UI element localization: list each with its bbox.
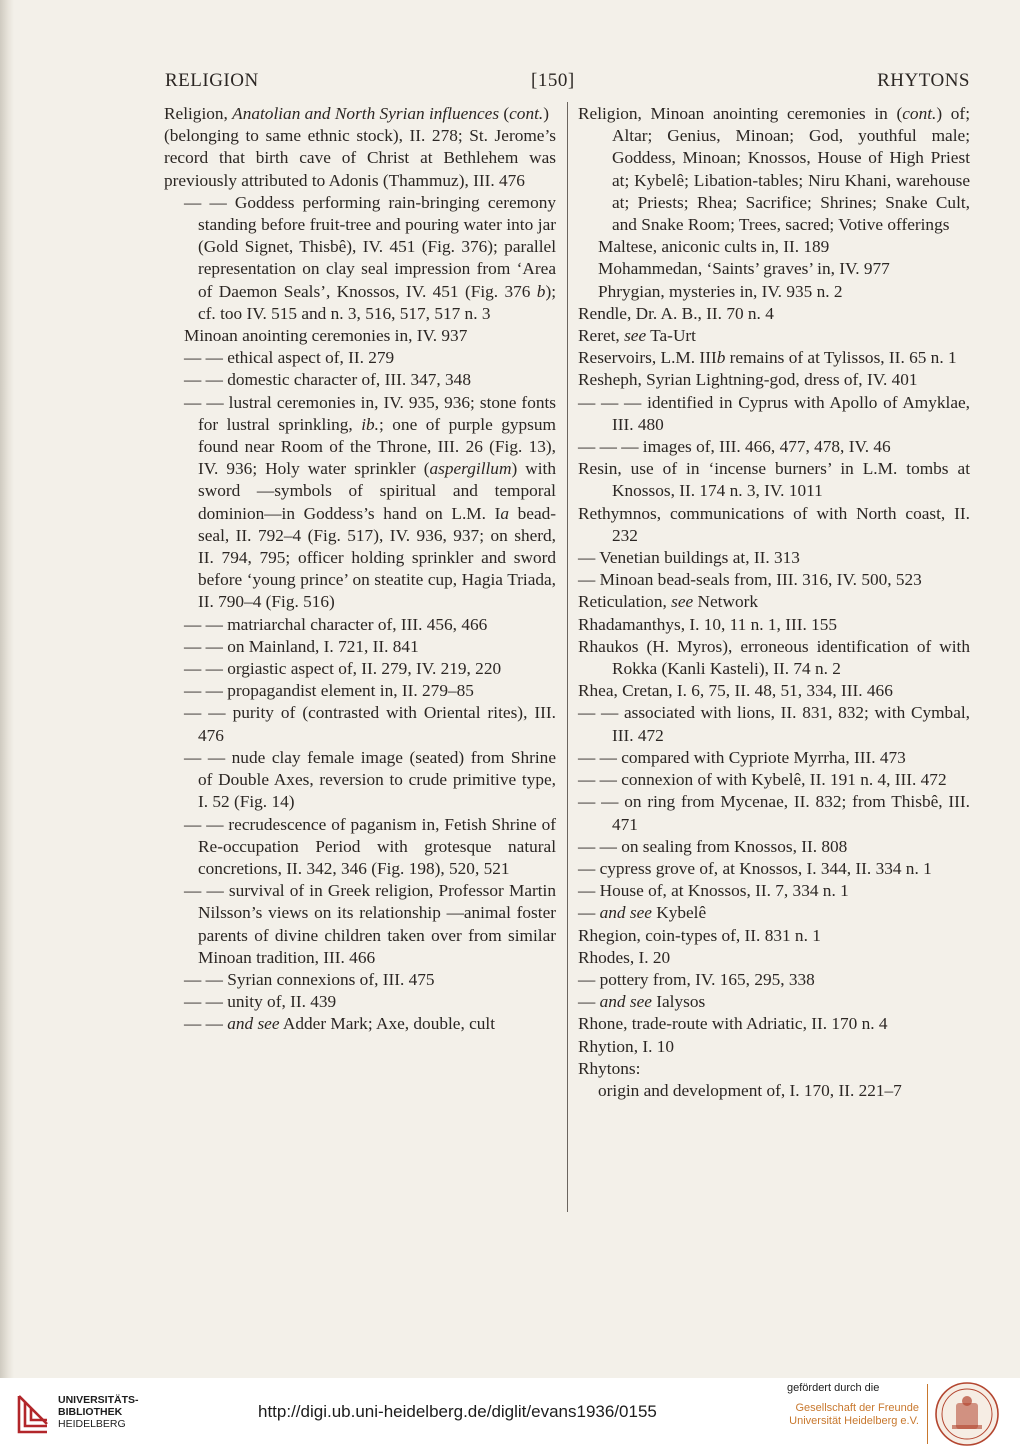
right-index-entry: — — — images of, III. 466, 477, 478, IV. 46 xyxy=(578,437,891,457)
page-spine-shadow xyxy=(0,0,14,1378)
permalink-url[interactable]: http://digi.ub.uni-heidelberg.de/diglit/evans1936/0155 xyxy=(258,1402,657,1421)
right-index-entry: Religion, Minoan anointing ceremonies in (cont.) of; Altar; Genius, Minoan; God, youthful male; Goddess, Minoan; Knossos, House of High Priest at; Kybelê; Libation-tables; Niru Khani, warehouse at; Priests; Rhea; Sacrifice; Shrines; Snake Cult, and Snake Room; Trees, sacred; Votive offerings xyxy=(578,104,970,235)
left-index-entry: — — and see Adder Mark; Axe, double, cult xyxy=(184,1014,496,1034)
library-name-line-1: UNIVERSITÄTS- xyxy=(58,1394,139,1406)
right-index-entry: Rhytons: xyxy=(578,1058,641,1078)
running-header xyxy=(0,70,1020,96)
left-index-entry: — — Goddess performing rain-bringing ceremony standing before fruit-tree and pouring water into jar (Gold Signet, Thisbê), IV. 451 (Fig. 376); parallel representation on clay seal impression from ‘Area of Daemon Seals’, Knossos, IV. 451 (Fig. 376 b); cf. too IV. 515 and n. 3, 516, 517, 517 n. 3 xyxy=(184,192,556,323)
library-name-line-2: BIBLIOTHEK xyxy=(58,1406,123,1418)
right-index-entry: — pottery from, IV. 165, 295, 338 xyxy=(578,969,815,989)
right-index-entry: — — compared with Cypriote Myrrha, III. 473 xyxy=(578,747,906,767)
left-index-entry: — — unity of, II. 439 xyxy=(184,992,337,1012)
right-index-entry: — — associated with lions, II. 831, 832; with Cymbal, III. 472 xyxy=(578,703,970,745)
right-index-entry: origin and development of, I. 170, II. 221–7 xyxy=(598,1080,902,1100)
right-index-entry: Rendle, Dr. A. B., II. 70 n. 4 xyxy=(578,303,774,323)
university-library-name xyxy=(58,1394,139,1430)
right-index-entry: — — on sealing from Knossos, II. 808 xyxy=(578,836,848,856)
right-index-entry: Reticulation, see Network xyxy=(578,592,758,612)
left-index-entry: — — Syrian connexions of, III. 475 xyxy=(184,969,435,989)
right-index-entry: — Minoan bead-seals from, III. 316, IV. 500, 523 xyxy=(578,570,922,590)
right-index-entry: Phrygian, mysteries in, IV. 935 n. 2 xyxy=(598,281,843,301)
right-index-entry: Reret, see Ta-Urt xyxy=(578,326,696,346)
header-right-term: RHYTONS xyxy=(877,70,970,91)
right-index-entry: Rhegion, coin-types of, II. 831 n. 1 xyxy=(578,925,821,945)
right-index-entry: Rhytion, I. 10 xyxy=(578,1036,675,1056)
right-index-entry: Rhea, Cretan, I. 6, 75, II. 48, 51, 334, III. 466 xyxy=(578,681,893,701)
sponsor-label: gefördert durch die xyxy=(787,1382,880,1394)
left-index-entry: Minoan anointing ceremonies in, IV. 937 xyxy=(184,326,468,346)
left-index-entry: — — survival of in Greek religion, Professor Martin Nilsson’s views on its relationship —animal foster parents of divine children taken over from similar Minoan tradition, III. 466 xyxy=(184,881,556,967)
right-index-entry: — and see Ialysos xyxy=(578,992,706,1012)
right-index-entry: Rhone, trade-route with Adriatic, II. 170 n. 4 xyxy=(578,1014,888,1034)
university-seal-icon xyxy=(934,1381,1000,1447)
left-index-entry: — — recrudescence of paganism in, Fetish Shrine of Re-occupation Period with grotesque natural concretions, II. 342, 346 (Fig. 198), 520, 521 xyxy=(184,814,556,878)
right-index-entry: — — on ring from Mycenae, II. 832; from Thisbê, III. 471 xyxy=(578,792,970,834)
right-index-entry: Rhadamanthys, I. 10, 11 n. 1, III. 155 xyxy=(578,614,838,634)
left-index-entry: — — ethical aspect of, II. 279 xyxy=(184,348,395,368)
right-index-entry: Mohammedan, ‘Saints’ graves’ in, IV. 977 xyxy=(598,259,890,279)
left-index-entry: Religion, Anatolian and North Syrian influences (cont.) xyxy=(164,104,549,123)
header-left-term: RELIGION xyxy=(165,70,259,91)
right-index-entry: Reservoirs, L.M. IIIb remains of at Tylissos, II. 65 n. 1 xyxy=(578,348,957,368)
right-index-entry: — and see Kybelê xyxy=(578,903,707,923)
right-index-entry: Rhaukos (H. Myros), erroneous identification of with Rokka (Kanli Kasteli), II. 74 n. 2 xyxy=(578,636,970,679)
left-index-entry: — — propagandist element in, II. 279–85 xyxy=(184,681,474,701)
right-index-entry: Rethymnos, communications of with North coast, II. 232 xyxy=(578,503,970,545)
right-index-entry: — — connexion of with Kybelê, II. 191 n. 4, III. 472 xyxy=(578,770,947,790)
index-column-left xyxy=(164,103,556,1036)
sponsor-name xyxy=(786,1402,919,1428)
left-index-entry: — — on Mainland, I. 721, II. 841 xyxy=(184,636,419,656)
left-index-entry: — — purity of (contrasted with Oriental rites), III. 476 xyxy=(184,703,556,745)
left-index-entry: — — domestic character of, III. 347, 348 xyxy=(184,370,471,390)
university-library-logo-icon xyxy=(16,1393,50,1435)
right-index-entry: Resin, use of in ‘incense burners’ in L.M. tombs at Knossos, II. 174 n. 3, IV. 1011 xyxy=(578,459,970,501)
sponsor-divider xyxy=(927,1384,928,1444)
left-index-entry: — — orgiastic aspect of, II. 279, IV. 219, 220 xyxy=(184,659,502,679)
left-index-entry: (belonging to same ethnic stock), II. 278; St. Jerome’s record that birth cave of Christ at Bethlehem was previously attributed to Adonis (Thammuz), III. 476 xyxy=(164,126,556,190)
library-name-line-3: HEIDELBERG xyxy=(58,1418,126,1430)
right-index-entry: — — — identified in Cyprus with Apollo of Amyklae, III. 480 xyxy=(578,392,970,434)
right-index-entry: Maltese, aniconic cults in, II. 189 xyxy=(598,237,830,257)
column-divider xyxy=(567,102,568,1212)
sponsor-name-line-2: Universität Heidelberg e.V. xyxy=(789,1415,919,1427)
left-index-entry: — — matriarchal character of, III. 456, 466 xyxy=(184,614,488,634)
right-index-entry: — House of, at Knossos, II. 7, 334 n. 1 xyxy=(578,881,849,901)
right-index-entry: — cypress grove of, at Knossos, I. 344, II. 334 n. 1 xyxy=(578,858,932,878)
right-index-entry: — Venetian buildings at, II. 313 xyxy=(578,548,800,568)
page-number: [150] xyxy=(531,70,575,91)
left-index-entry: — — lustral ceremonies in, IV. 935, 936; stone fonts for lustral sprinkling, ib.; one of purple gypsum found near Room of the Throne, III. 26 (Fig. 13), IV. 936; Holy water sprinkler (aspergillum) with sword —symbols of spiritual and temporal dominion—in Goddess’s hand on L.M. Ia bead-seal, II. 792–4 (Fig. 517), IV. 936, 937; on sherd, II. 794, 795; officer holding sprinkler and sword before ‘young prince’ on steatite cup, Hagia Triada, II. 790–4 (Fig. 516) xyxy=(184,392,557,612)
right-index-entry: Rhodes, I. 20 xyxy=(578,947,671,967)
sponsor-name-line-1: Gesellschaft der Freunde xyxy=(795,1402,919,1414)
left-index-entry: — — nude clay female image (seated) from Shrine of Double Axes, reversion to crude primitive type, I. 52 (Fig. 14) xyxy=(184,747,556,812)
index-column-right xyxy=(578,103,970,1102)
right-index-entry: Resheph, Syrian Lightning-god, dress of, IV. 401 xyxy=(578,370,918,390)
